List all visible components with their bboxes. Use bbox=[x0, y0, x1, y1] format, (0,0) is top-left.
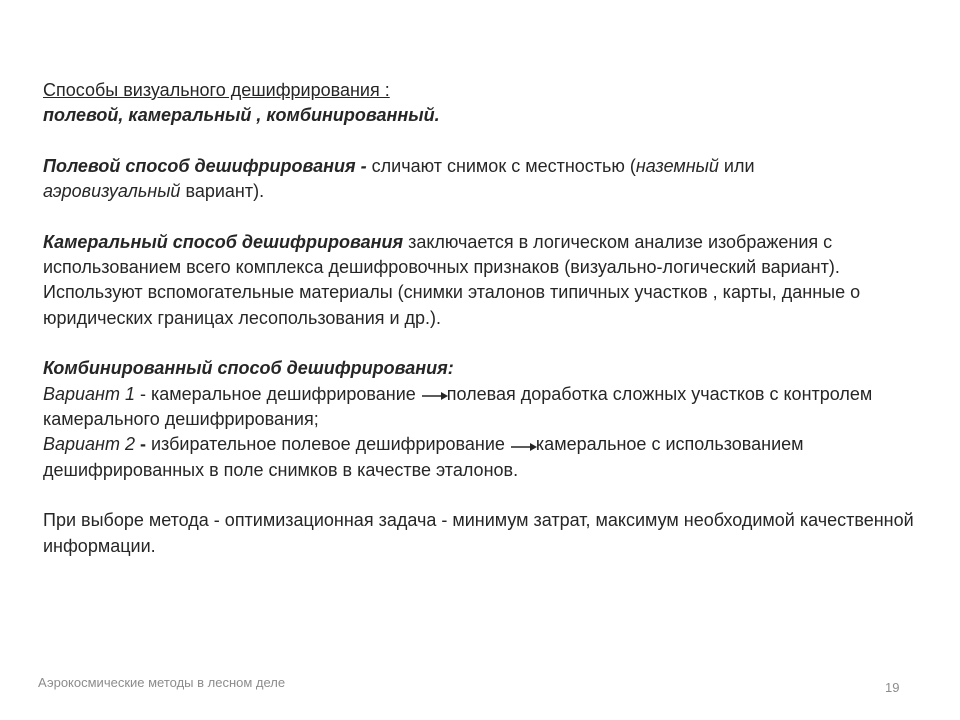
variant-1-text-a: - камеральное дешифрирование bbox=[134, 383, 421, 404]
slide-body bbox=[43, 78, 933, 559]
spacer bbox=[43, 129, 933, 154]
heading-methods-text: полевой, камеральный , комбинированный. bbox=[43, 105, 440, 126]
conclusion-paragraph bbox=[43, 508, 933, 559]
footer-title: Аэрокосмические методы в лесном деле bbox=[38, 675, 286, 690]
field-paragraph bbox=[43, 154, 933, 205]
variant-1-text-b: полевая доработка сложных участков с контролем камерального дешифрирования; bbox=[43, 383, 873, 430]
spacer bbox=[43, 205, 933, 230]
field-text-3: вариант). bbox=[180, 181, 265, 202]
cameral-term: Камеральный способ дешифрирования bbox=[43, 231, 404, 252]
variant-2-text-b: камеральное с использованием дешифрированных в поле снимков в качестве эталонов. bbox=[43, 434, 804, 480]
field-text-2: или bbox=[718, 155, 755, 176]
variant-1 bbox=[43, 382, 933, 433]
variant-2 bbox=[43, 432, 933, 483]
field-term: Полевой способ дешифрирования - bbox=[43, 155, 367, 176]
heading-methods bbox=[43, 103, 933, 128]
spacer bbox=[43, 331, 933, 356]
variant-2-dash: - bbox=[134, 434, 146, 455]
variant-2-label: Вариант 2 bbox=[43, 434, 135, 455]
right-arrow-icon bbox=[510, 438, 538, 452]
combined-term: Комбинированный способ дешифрирования: bbox=[43, 358, 454, 379]
cameral-paragraph bbox=[43, 230, 933, 332]
page-number: 19 bbox=[885, 680, 900, 695]
field-aero: аэровизуальный bbox=[43, 181, 181, 202]
right-arrow-icon bbox=[421, 388, 449, 402]
spacer bbox=[43, 483, 933, 508]
field-text-1: сличают снимок с местностью ( bbox=[366, 155, 636, 176]
combined-heading bbox=[43, 356, 933, 381]
heading-line bbox=[43, 78, 933, 103]
cameral-text: заключается в логическом анализе изображения с использованием всего комплекса дешифровочных признаков (визуально-логический вариант). Используют вспомогательные материалы (снимки эталонов типичных участков , карты, данные о юридических границах лесопользования и др.). bbox=[43, 231, 861, 328]
variant-1-label: Вариант 1 bbox=[43, 383, 135, 404]
heading-title: Способы визуального дешифрирования : bbox=[43, 80, 390, 100]
variant-2-text-a: избирательное полевое дешифрирование bbox=[145, 434, 510, 455]
field-ground: наземный bbox=[635, 155, 719, 176]
conclusion-text: При выборе метода - оптимизационная задача - минимум затрат, максимум необходимой качественной информации. bbox=[43, 510, 914, 556]
